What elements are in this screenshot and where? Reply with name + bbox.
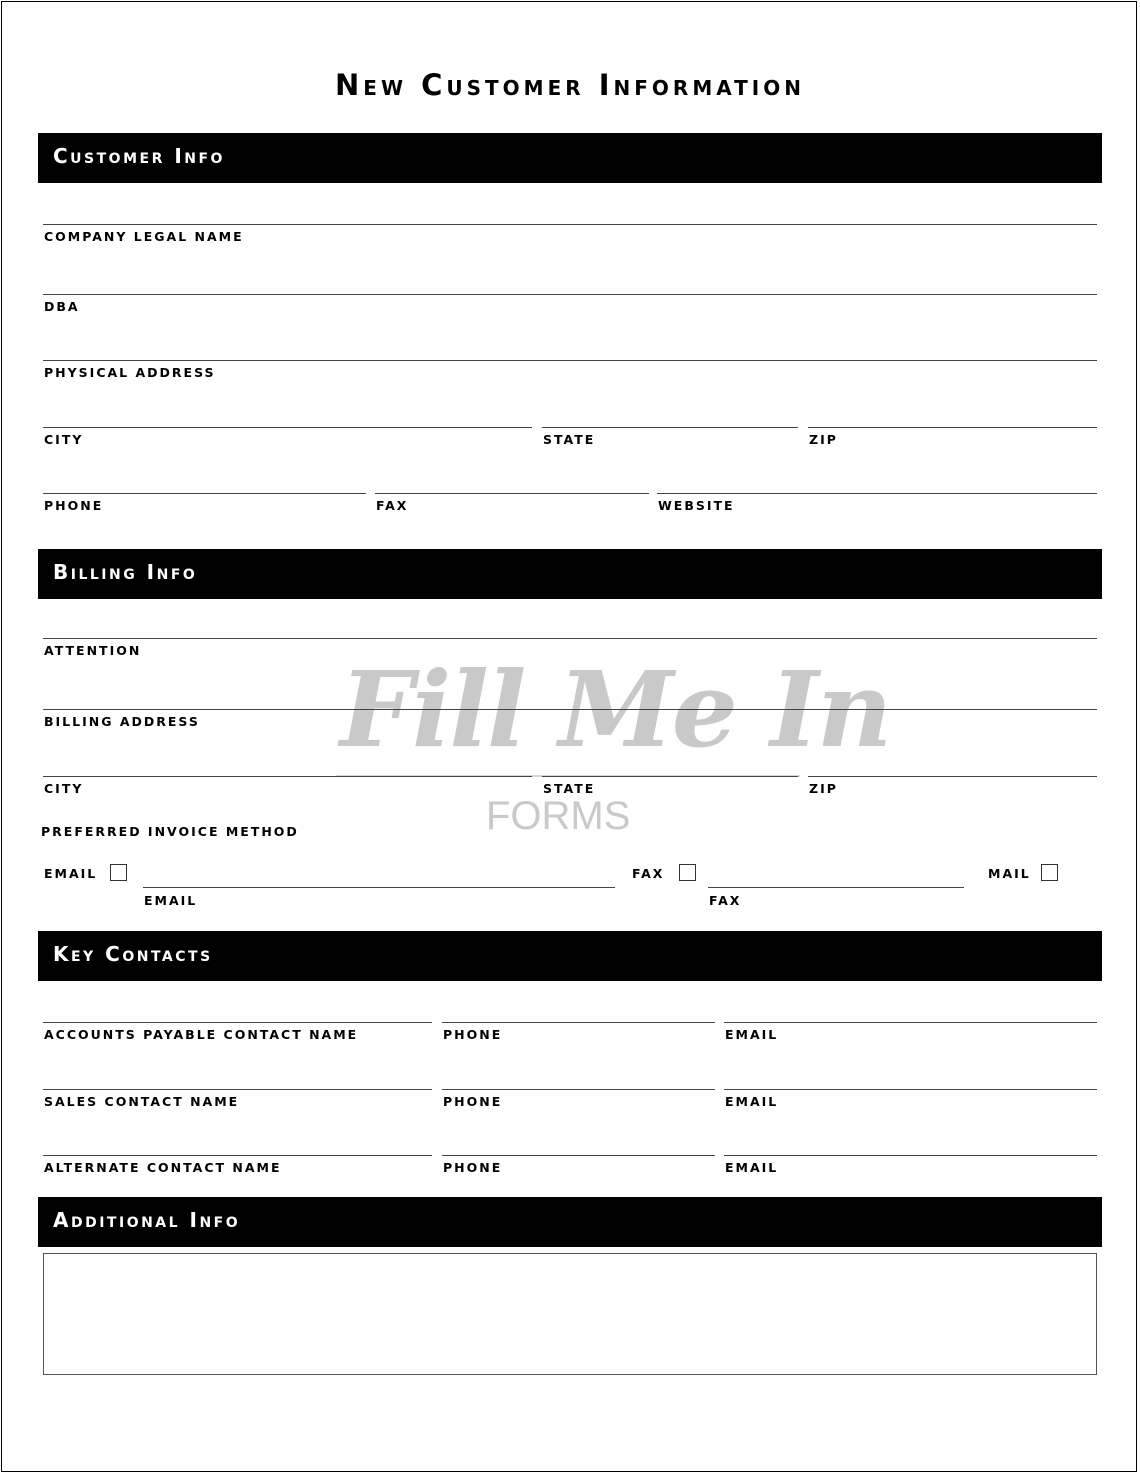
preferred-invoice-method-label: PREFERRED INVOICE METHOD bbox=[41, 824, 299, 839]
page-border bbox=[1, 1, 1137, 1472]
alternate-contact-email-label: EMAIL bbox=[725, 1160, 779, 1175]
billing-city-label: CITY bbox=[44, 781, 84, 796]
section-title: Key Contacts bbox=[53, 942, 213, 966]
section-title: Billing Info bbox=[53, 560, 198, 584]
billing-state-label: STATE bbox=[543, 781, 596, 796]
alternate-contact-email-field[interactable] bbox=[724, 1155, 1097, 1156]
company-legal-name-field[interactable] bbox=[43, 224, 1097, 225]
sales-contact-name-field[interactable] bbox=[43, 1089, 432, 1090]
zip-field[interactable] bbox=[808, 427, 1097, 428]
alternate-contact-name-field[interactable] bbox=[43, 1155, 432, 1156]
state-label: STATE bbox=[543, 432, 596, 447]
ap-contact-phone-field[interactable] bbox=[442, 1022, 715, 1023]
billing-zip-label: ZIP bbox=[809, 781, 838, 796]
billing-zip-field[interactable] bbox=[808, 776, 1097, 777]
phone-label: PHONE bbox=[44, 498, 104, 513]
section-title: Additional Info bbox=[53, 1208, 241, 1232]
attention-label: ATTENTION bbox=[44, 643, 142, 658]
invoice-fax-label: FAX bbox=[709, 893, 742, 908]
billing-state-field[interactable] bbox=[542, 776, 798, 777]
svg-text:Fill Me In: Fill Me In bbox=[340, 648, 891, 771]
ap-contact-email-field[interactable] bbox=[724, 1022, 1097, 1023]
fax-checkbox[interactable] bbox=[679, 864, 696, 881]
dba-label: DBA bbox=[44, 299, 80, 314]
dba-field[interactable] bbox=[43, 294, 1097, 295]
state-field[interactable] bbox=[542, 427, 798, 428]
invoice-email-label: EMAIL bbox=[144, 893, 198, 908]
zip-label: ZIP bbox=[809, 432, 838, 447]
sales-contact-email-field[interactable] bbox=[724, 1089, 1097, 1090]
mail-option-label: MAIL bbox=[988, 866, 1031, 881]
physical-address-label: PHYSICAL ADDRESS bbox=[44, 365, 216, 380]
invoice-email-field[interactable] bbox=[143, 887, 615, 888]
fax-option-label: FAX bbox=[632, 866, 665, 881]
billing-city-field[interactable] bbox=[43, 776, 532, 777]
ap-contact-phone-label: PHONE bbox=[443, 1027, 503, 1042]
ap-contact-name-label: ACCOUNTS PAYABLE CONTACT NAME bbox=[44, 1027, 359, 1042]
sales-contact-phone-label: PHONE bbox=[443, 1094, 503, 1109]
website-field[interactable] bbox=[657, 493, 1097, 494]
watermark-forms-text: FORMS bbox=[486, 794, 631, 838]
form-title: New Customer Information bbox=[335, 68, 805, 102]
sales-contact-name-label: SALES CONTACT NAME bbox=[44, 1094, 240, 1109]
attention-field[interactable] bbox=[43, 638, 1097, 639]
phone-field[interactable] bbox=[43, 493, 366, 494]
alternate-contact-phone-field[interactable] bbox=[442, 1155, 715, 1156]
alternate-contact-phone-label: PHONE bbox=[443, 1160, 503, 1175]
website-label: WEBSITE bbox=[658, 498, 735, 513]
email-option-label: EMAIL bbox=[44, 866, 98, 881]
city-field[interactable] bbox=[43, 427, 532, 428]
ap-contact-email-label: EMAIL bbox=[725, 1027, 779, 1042]
section-header-customer-info bbox=[38, 133, 1102, 183]
section-header-additional-info bbox=[38, 1197, 1102, 1247]
fax-label: FAX bbox=[376, 498, 409, 513]
section-header-billing-info bbox=[38, 549, 1102, 599]
email-checkbox[interactable] bbox=[110, 864, 127, 881]
company-legal-name-label: COMPANY LEGAL NAME bbox=[44, 229, 244, 244]
sales-contact-email-label: EMAIL bbox=[725, 1094, 779, 1109]
additional-info-textarea[interactable] bbox=[43, 1253, 1097, 1375]
section-header-key-contacts bbox=[38, 931, 1102, 981]
alternate-contact-name-label: ALTERNATE CONTACT NAME bbox=[44, 1160, 282, 1175]
section-title: Customer Info bbox=[53, 144, 225, 168]
billing-address-label: BILLING ADDRESS bbox=[44, 714, 200, 729]
invoice-fax-field[interactable] bbox=[708, 887, 964, 888]
fax-field[interactable] bbox=[375, 493, 649, 494]
mail-checkbox[interactable] bbox=[1041, 864, 1058, 881]
sales-contact-phone-field[interactable] bbox=[442, 1089, 715, 1090]
physical-address-field[interactable] bbox=[43, 360, 1097, 361]
ap-contact-name-field[interactable] bbox=[43, 1022, 432, 1023]
billing-address-field[interactable] bbox=[43, 709, 1097, 710]
city-label: CITY bbox=[44, 432, 84, 447]
